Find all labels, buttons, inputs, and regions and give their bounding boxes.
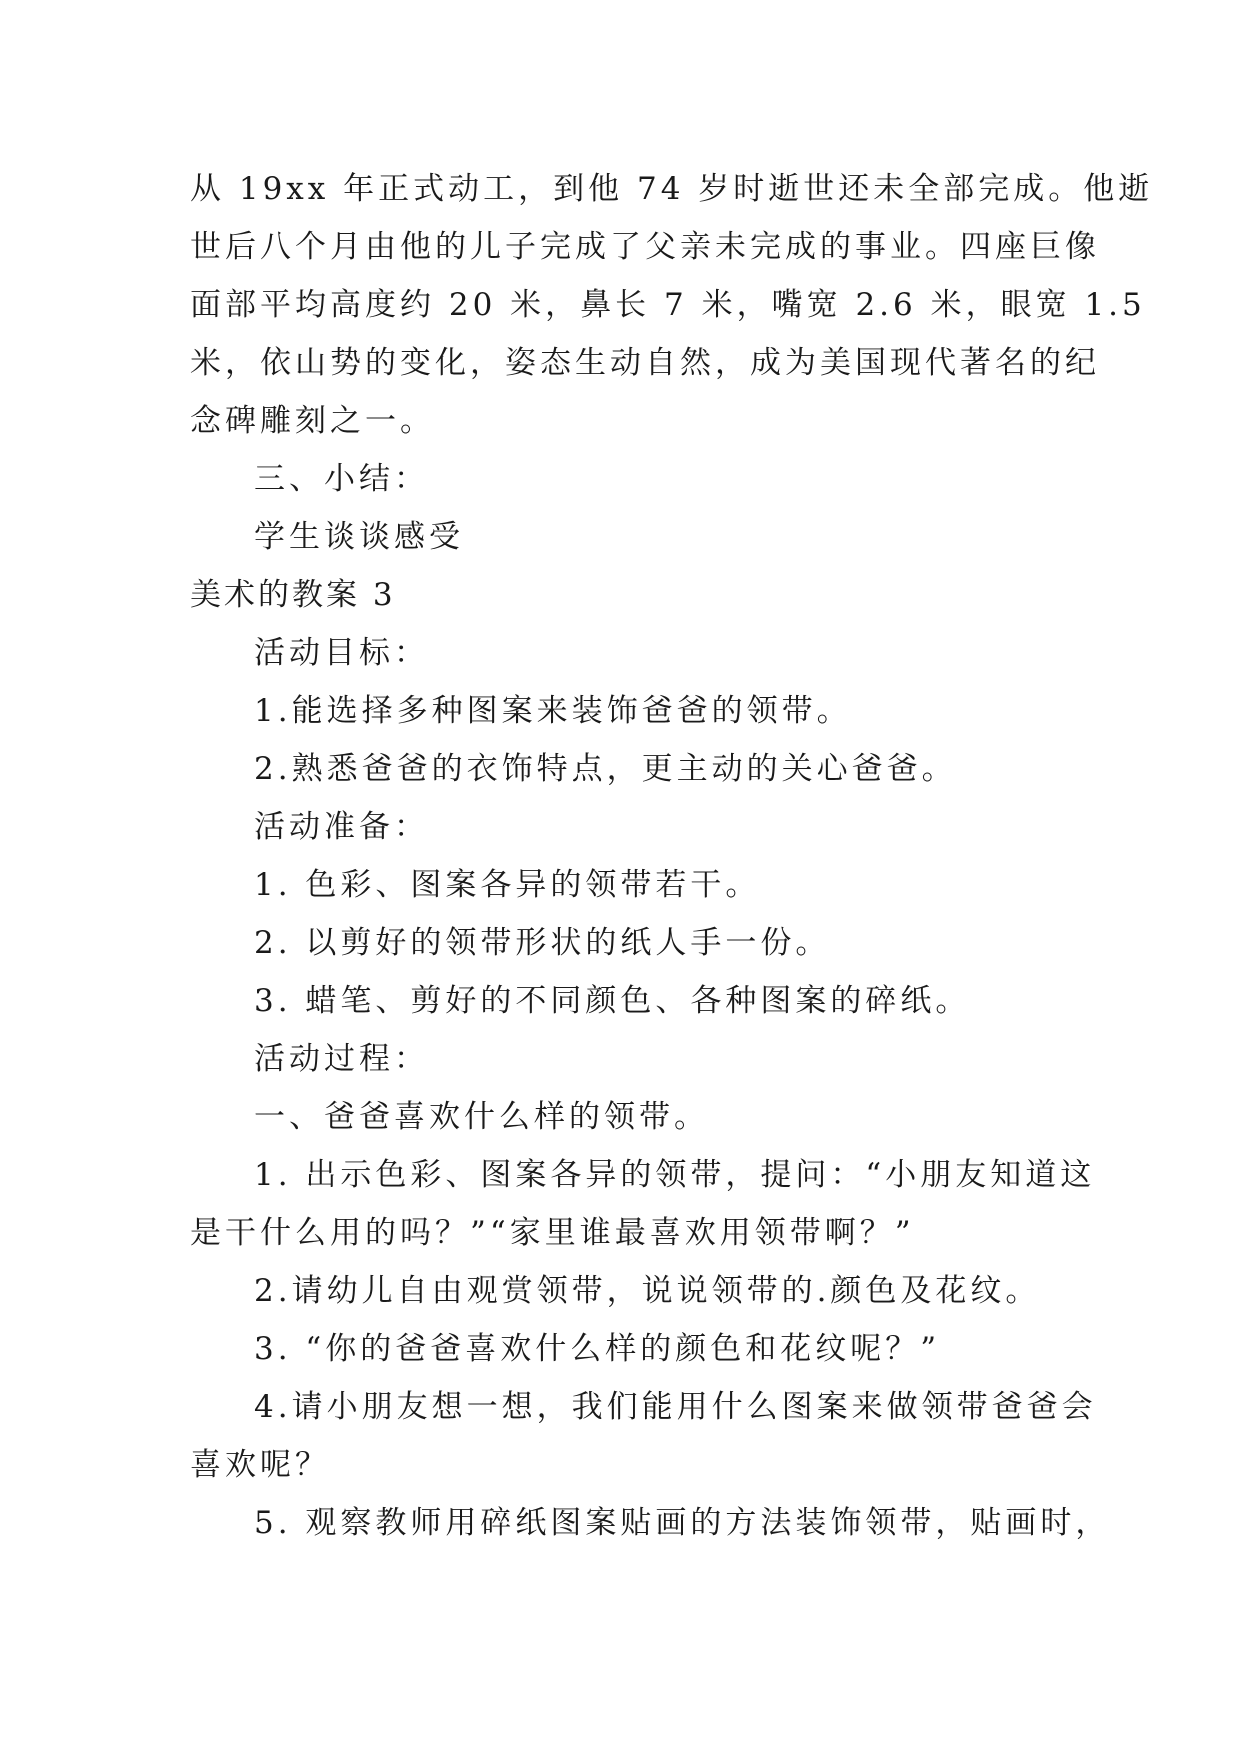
section-heading-process: 活动过程： [254, 1041, 429, 1077]
text-line: 学生谈谈感受 [254, 519, 464, 555]
list-item: 1. 出示色彩、图案各异的领带，提问：“小朋友知道这 [254, 1157, 1096, 1193]
text-line: 念碑雕刻之一。 [190, 403, 435, 439]
text-line: 喜欢呢？ [190, 1447, 330, 1483]
section-heading-preparation: 活动准备： [254, 809, 429, 845]
text-line: 是干什么用的吗？”“家里谁最喜欢用领带啊？” [190, 1215, 915, 1251]
lesson-title: 美术的教案 3 [190, 577, 396, 613]
list-item: 2.熟悉爸爸的衣饰特点，更主动的关心爸爸。 [254, 751, 957, 787]
section-heading-goals: 活动目标： [254, 635, 429, 671]
list-item: 4.请小朋友想一想，我们能用什么图案来做领带爸爸会 [254, 1389, 1097, 1425]
list-item: 3. “你的爸爸喜欢什么样的颜色和花纹呢？” [254, 1331, 941, 1367]
text-line: 面部平均高度约 20 米，鼻长 7 米，嘴宽 2.6 米，眼宽 1.5 [190, 287, 1146, 323]
list-item: 5. 观察教师用碎纸图案贴画的方法装饰领带，贴画时， [254, 1505, 1111, 1541]
text-line: 从 19xx 年正式动工，到他 74 岁时逝世还未全部完成。他逝 [190, 171, 1154, 207]
document-body [190, 160, 1154, 1552]
list-item: 2.请幼儿自由观赏领带，说说领带的.颜色及花纹。 [254, 1273, 1041, 1309]
list-item: 3. 蜡笔、剪好的不同颜色、各种图案的碎纸。 [254, 983, 971, 1019]
text-line: 米，依山势的变化，姿态生动自然，成为美国现代著名的纪 [190, 345, 1100, 381]
text-line: 世后八个月由他的儿子完成了父亲未完成的事业。四座巨像 [190, 229, 1100, 265]
section-heading-summary: 三、小结： [254, 461, 429, 497]
list-item: 1.能选择多种图案来装饰爸爸的领带。 [254, 693, 852, 729]
list-item: 2. 以剪好的领带形状的纸人手一份。 [254, 925, 831, 961]
list-item: 1. 色彩、图案各异的领带若干。 [254, 867, 761, 903]
subsection-heading: 一、爸爸喜欢什么样的领带。 [254, 1099, 709, 1135]
